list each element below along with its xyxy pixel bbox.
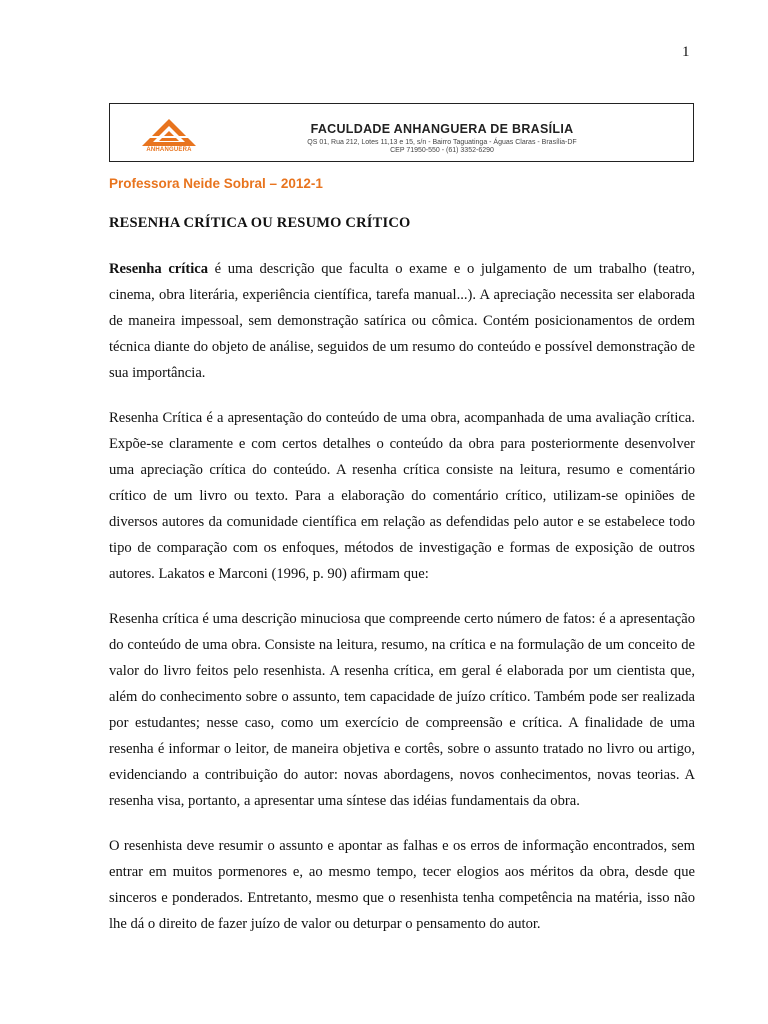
anhanguera-logo <box>138 117 200 157</box>
document-title: RESENHA CRÍTICA OU RESUMO CRÍTICO <box>109 215 411 231</box>
paragraph-4: O resenhista deve resumir o assunto e apontar as falhas e os erros de informação encontrados, sem entrar em muitos pormenores e, ao mesmo tempo, tecer elogios aos méritos da obra, desde que sinceros e ponderados. Entretanto, mesmo que o resenhista tenha competência na matéria, isso não lhe dá o direito de fazer juízo de valor ou deturpar o pensamento do autor. <box>109 838 695 932</box>
logo-label: ANHANGUERA <box>146 147 192 153</box>
professor-line: Professora Neide Sobral – 2012-1 <box>109 176 323 191</box>
address-line-1: QS 01, Rua 212, Lotes 11,13 e 15, s/n - Bairro Taguatinga - Águas Claras - Brasília-DF <box>307 139 577 146</box>
paragraph-2: Resenha Crítica é a apresentação do conteúdo de uma obra, acompanhada de uma avaliação crítica. Expõe-se claramente e com certos detalhes o conteúdo da obra para posteriormente desenvolver uma apreciação crítica do conteúdo. A resenha crítica consiste na leitura, resumo e comentário crítico de um livro ou texto. Para a elaboração do comentário crítico, utilizam-se opiniões de diversos autores da comunidade científica em relação as defendidas pelo autor e se estabelece todo tipo de comparação com os enfoques, métodos de investigação e formas de exposição de outros autores. Lakatos e Marconi (1996, p. 90) afirmam que: <box>109 410 695 582</box>
institution-name: FACULDADE ANHANGUERA DE BRASÍLIA <box>310 122 574 136</box>
document-body <box>109 256 695 956</box>
paragraph-1-text: é uma descrição que faculta o exame e o julgamento de um trabalho (teatro, cinema, obra literária, experiência científica, tarefa manual...). A apreciação necessita ser elaborada de maneira impessoal, sem demonstração satírica ou cômica. Contém posicionamentos de ordem técnica diante do objeto de análise, seguidos de um resumo do conteúdo e possível demonstração de sua importância. <box>109 261 695 381</box>
paragraph-3: Resenha crítica é uma descrição minuciosa que compreende certo número de fatos: é a apresentação do conteúdo de uma obra. Consiste na leitura, resumo, na crítica e na formulação de um conceito de valor do livro feitos pelo resenhista. A resenha crítica, em geral é elaborada por um cientista que, além do conhecimento sobre o assunto, tem capacidade de juízo crítico. Também pode ser realizada por estudantes; nesse caso, como um exercício de compreensão e crítica. A finalidade de uma resenha é informar o leitor, de maneira objetiva e cortês, sobre o assunto tratado no livro ou artigo, evidenciando a contribuição do autor: novas abordagens, novos conhecimentos, novas teorias. A resenha visa, portanto, a apresentar uma síntese das idéias fundamentais da obra. <box>109 611 695 809</box>
institution-header <box>109 103 694 162</box>
paragraph-1 <box>109 256 695 386</box>
lead-term: Resenha crítica <box>109 261 209 277</box>
triangle-logo-icon <box>138 117 200 147</box>
page-number: 1 <box>682 44 690 60</box>
institution-address <box>279 139 605 155</box>
address-line-2: CEP 71950-550 - (61) 3352-6290 <box>390 147 494 154</box>
